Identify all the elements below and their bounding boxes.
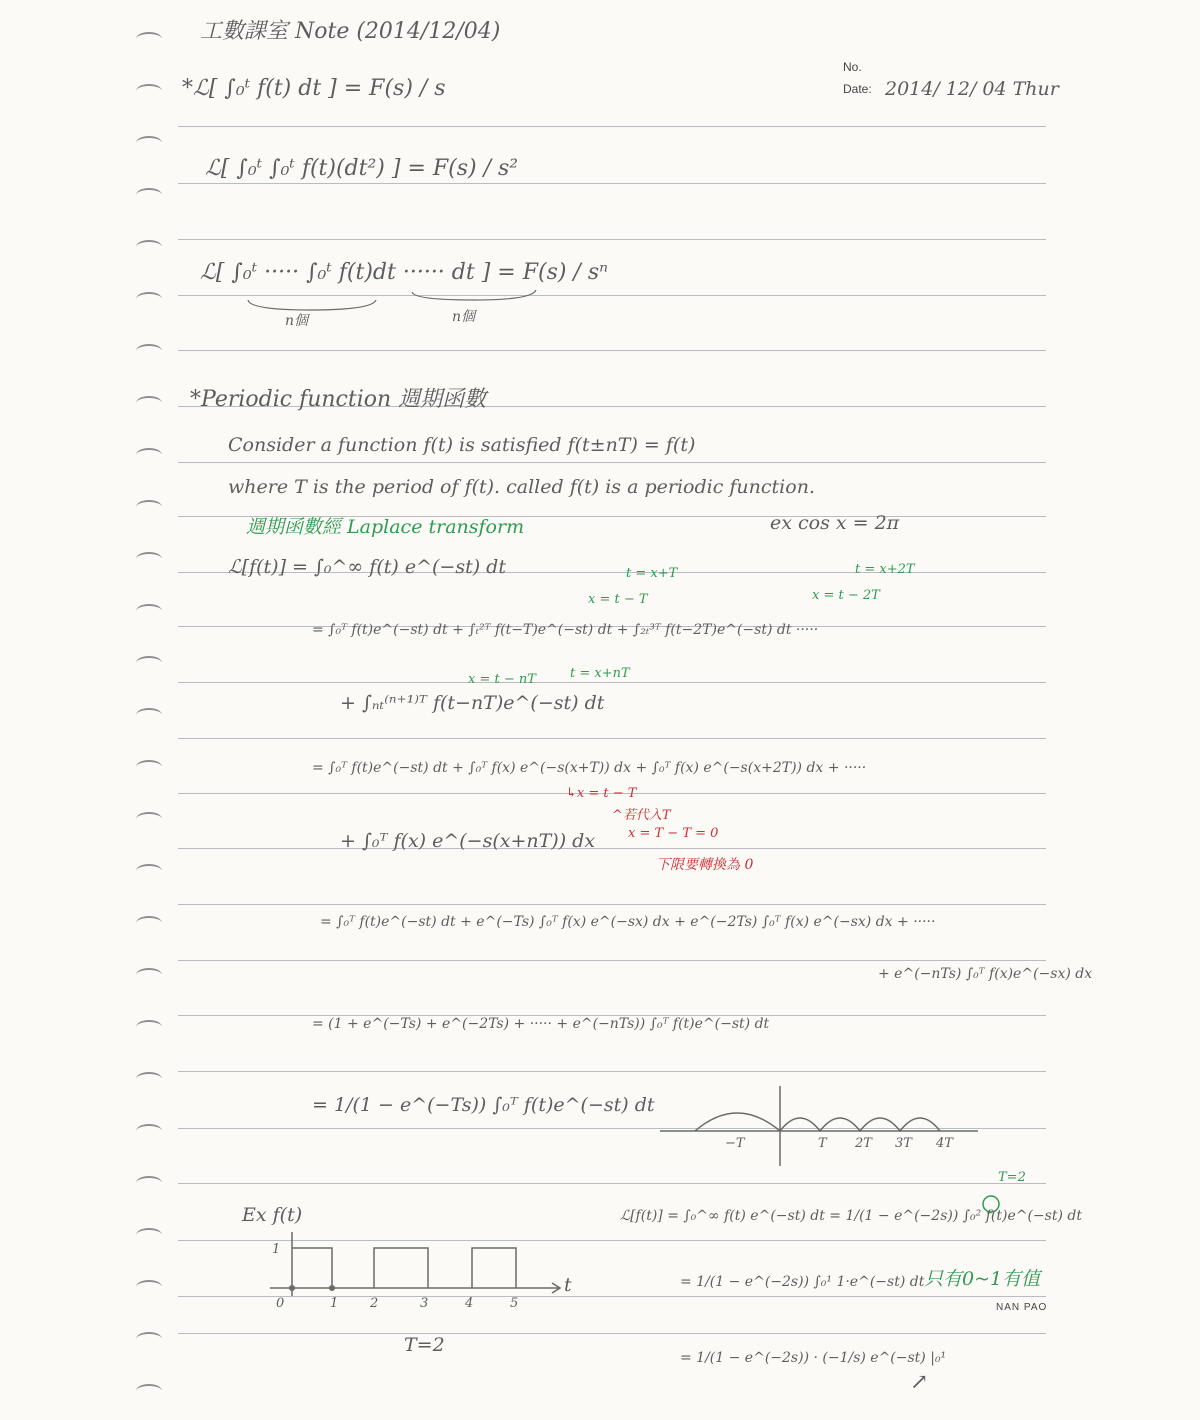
sub-note: x = t − 2T: [812, 588, 880, 603]
wave-tick: 4T: [936, 1136, 953, 1151]
sub-note: x = t − nT: [468, 672, 536, 687]
wave-tick: 3T: [895, 1136, 912, 1151]
equation-3: = ∫₀ᵀ f(t)e^(−st) dt + ∫₀ᵀ f(x) e^(−s(x+T)) dx + ∫₀ᵀ f(x) e^(−s(x+2T)) dx + ·····: [312, 760, 867, 776]
next-page-mark: ↗: [910, 1370, 929, 1395]
integral-rule-2: ℒ[ ∫₀ᵗ ∫₀ᵗ f(t)(dt²) ] = F(s) / s²: [205, 156, 519, 181]
x-tick: 1: [330, 1296, 339, 1311]
equation-7: = 1/(1 − e^(−Ts)) ∫₀ᵀ f(t)e^(−st) dt: [312, 1094, 655, 1116]
brand-footer: NAN PAO: [996, 1302, 1048, 1313]
wave-tick: 2T: [855, 1136, 872, 1151]
definition-line-1: Consider a function f(t) is satisfied f(t±nT) = f(t): [228, 434, 696, 456]
example-label: Ex f(t): [242, 1204, 303, 1226]
equation-5: = ∫₀ᵀ f(t)e^(−st) dt + e^(−Ts) ∫₀ᵀ f(x) e^(−sx) dx + e^(−2Ts) ∫₀ᵀ f(x) e^(−sx) dx + ·····: [320, 914, 936, 930]
t-axis-label: t: [564, 1274, 572, 1296]
x-tick: 0: [276, 1296, 285, 1311]
equation-2: + ∫ₙₜ⁽ⁿ⁺¹⁾ᵀ f(t−nT)e^(−st) dt: [340, 692, 605, 714]
page-title: 工數課室 Note (2014/12/04): [200, 19, 501, 44]
definition-line-2: where T is the period of f(t). called f(t) is a periodic function.: [228, 476, 815, 498]
period-note: T=2: [998, 1170, 1026, 1185]
equation-6: = (1 + e^(−Ts) + e^(−2Ts) + ····· + e^(−nTs)) ∫₀ᵀ f(t)e^(−st) dt: [312, 1016, 770, 1032]
red-note: 下限要轉換為 0: [656, 857, 754, 873]
x-tick: 5: [510, 1296, 519, 1311]
date-value: 2014/ 12/ 04 Thur: [885, 78, 1059, 100]
sub-note: x = t − T: [588, 592, 648, 607]
integral-rule-3: ℒ[ ∫₀ᵗ ····· ∫₀ᵗ f(t)dt ······ dt ] = F(s) / sⁿ: [200, 260, 609, 285]
red-note: ^若代入T: [612, 808, 671, 823]
example-equation-a: ℒ[f(t)] = ∫₀^∞ f(t) e^(−st) dt = 1/(1 − e^(−2s)) ∫₀² f(t)e^(−st) dt: [620, 1208, 1082, 1224]
sub-note: t = x+T: [626, 566, 678, 581]
x-tick: 2: [370, 1296, 379, 1311]
equation-1: = ∫₀ᵀ f(t)e^(−st) dt + ∫ₜ²ᵀ f(t−T)e^(−st) dt + ∫₂ₜ³ᵀ f(t−2T)e^(−st) dt ·····: [312, 622, 819, 638]
brace-label-right: n個: [452, 309, 476, 325]
red-note: ↳x = t − T: [566, 786, 637, 801]
x-tick: 4: [465, 1296, 474, 1311]
sub-note: t = x+2T: [855, 562, 915, 577]
wave-tick: −T: [725, 1136, 745, 1151]
sub-note: t = x+nT: [570, 666, 630, 681]
range-note: 只有0~1有值: [924, 1268, 1041, 1290]
wave-tick: T: [818, 1136, 827, 1151]
y-tick: 1: [272, 1242, 281, 1257]
no-label: No.: [843, 60, 862, 74]
example-note: ex cos x = 2π: [770, 512, 900, 534]
brace-label-left: n個: [285, 313, 309, 329]
x-tick: 3: [420, 1296, 429, 1311]
equation-4: + ∫₀ᵀ f(x) e^(−s(x+nT)) dx: [340, 830, 596, 852]
periodic-heading: *Periodic function 週期函數: [190, 387, 487, 412]
integral-rule-1: *ℒ[ ∫₀ᵗ f(t) dt ] = F(s) / s: [182, 76, 446, 101]
equation-5b: + e^(−nTs) ∫₀ᵀ f(x)e^(−sx) dx: [878, 966, 1093, 982]
equation-0: ℒ[f(t)] = ∫₀^∞ f(t) e^(−st) dt: [228, 556, 506, 578]
date-label: Date:: [843, 82, 872, 96]
example-equation-c: = 1/(1 − e^(−2s)) · (−1/s) e^(−st) |₀¹: [680, 1350, 947, 1366]
example-equation-b: = 1/(1 − e^(−2s)) ∫₀¹ 1·e^(−st) dt: [680, 1274, 925, 1290]
period-label: T=2: [404, 1334, 445, 1356]
laplace-note: 週期函數經 Laplace transform: [246, 516, 525, 538]
red-note: x = T − T = 0: [628, 826, 719, 841]
